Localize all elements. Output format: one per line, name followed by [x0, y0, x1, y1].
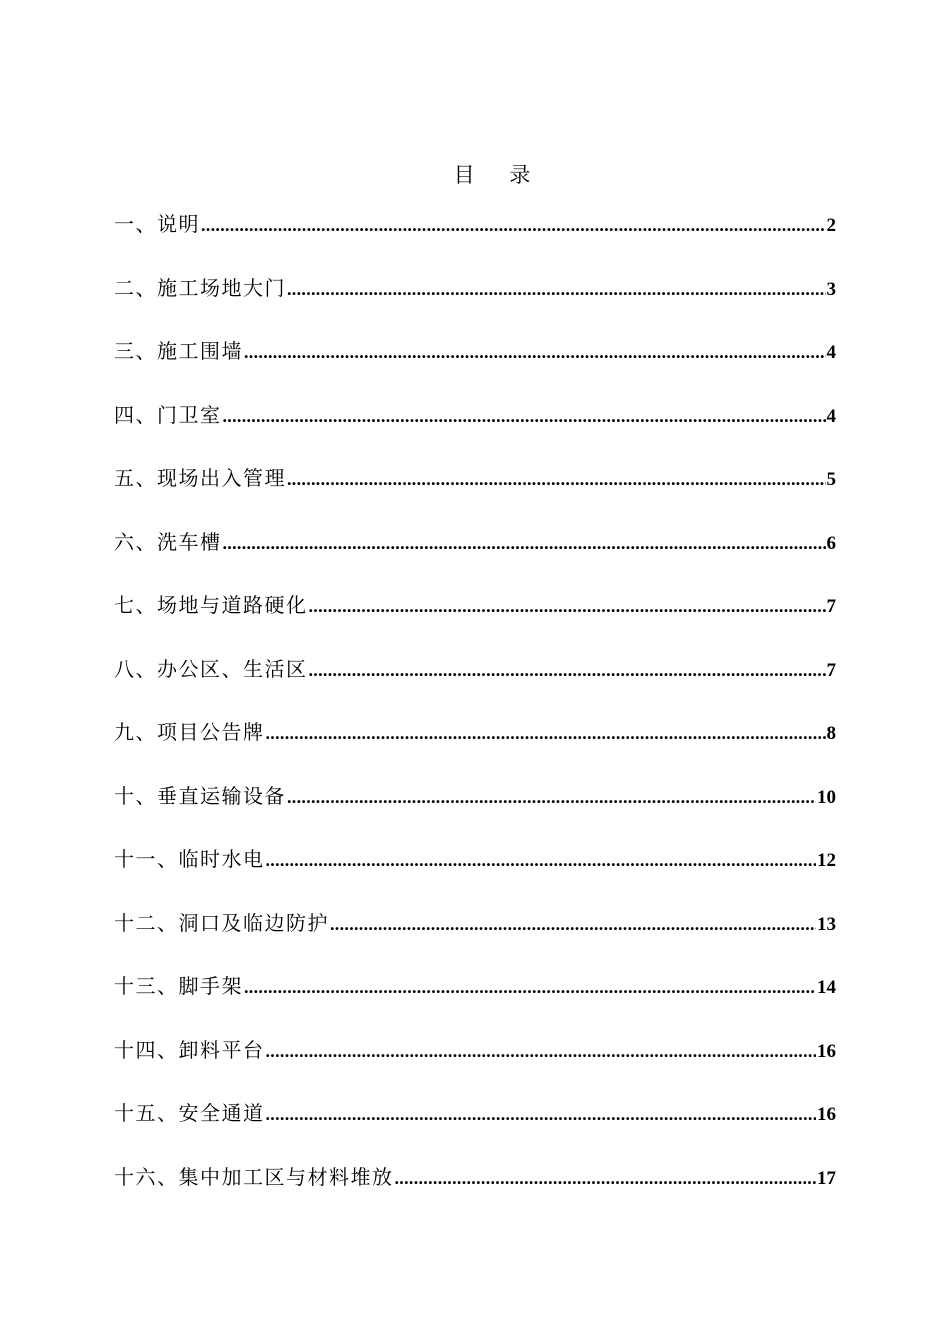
toc-entry-label: 九、项目公告牌: [114, 720, 265, 744]
toc-dot-leader: [223, 401, 826, 431]
toc-entry-label: 十、垂直运输设备: [114, 783, 286, 808]
toc-entry[interactable]: [114, 527, 836, 591]
toc-entry-page: 17: [817, 1167, 836, 1189]
toc-entry-page: 6: [826, 532, 836, 554]
toc-entry-page: 2: [826, 215, 836, 236]
toc-entry[interactable]: [114, 463, 836, 527]
toc-title: 目 录: [453, 163, 545, 187]
toc-entry-label: 十三、脚手架: [114, 974, 243, 998]
toc-entry-page: 7: [826, 596, 836, 617]
toc-entry[interactable]: [114, 1098, 836, 1162]
toc-dot-leader: [266, 845, 817, 875]
toc-entry-label: 十五、安全通道: [114, 1101, 265, 1125]
toc-entry-page: 10: [817, 786, 836, 808]
toc-entry[interactable]: [114, 1035, 836, 1099]
toc-dot-leader: [309, 591, 826, 621]
toc-entry-label: 五、现场出入管理: [114, 466, 286, 490]
toc-entry-label: 七、场地与道路硬化: [114, 593, 308, 617]
toc-entry-page: 16: [817, 1104, 836, 1125]
toc-entry-label: 十四、卸料平台: [114, 1037, 265, 1062]
toc-list: [114, 209, 836, 1225]
toc-dot-leader: [287, 464, 826, 494]
toc-entry-label: 十一、临时水电: [114, 847, 265, 871]
toc-dot-leader: [223, 528, 826, 558]
toc-entry-page: 7: [826, 659, 836, 681]
toc-entry-page: 5: [826, 469, 836, 490]
toc-entry-label: 十六、集中加工区与材料堆放: [114, 1164, 394, 1189]
toc-entry[interactable]: [114, 336, 836, 400]
toc-dot-leader: [244, 972, 816, 1002]
toc-entry-label: 四、门卫室: [114, 402, 222, 427]
toc-dot-leader: [266, 718, 826, 748]
toc-entry[interactable]: [114, 654, 836, 718]
toc-entry-label: 一、说明: [114, 212, 200, 236]
toc-entry[interactable]: [114, 908, 836, 972]
toc-entry[interactable]: [114, 717, 836, 781]
toc-entry-page: 8: [826, 723, 836, 744]
toc-entry-label: 八、办公区、生活区: [114, 656, 308, 681]
toc-entry-label: 二、施工场地大门: [114, 275, 286, 300]
toc-entry-page: 3: [826, 278, 836, 300]
toc-entry-page: 14: [817, 977, 836, 998]
toc-entry-page: 4: [826, 342, 836, 363]
toc-entry[interactable]: [114, 971, 836, 1035]
toc-entry-label: 六、洗车槽: [114, 529, 222, 554]
toc-entry[interactable]: [114, 590, 836, 654]
toc-entry[interactable]: [114, 844, 836, 908]
toc-dot-leader: [395, 1163, 817, 1193]
toc-dot-leader: [201, 210, 826, 240]
toc-entry[interactable]: [114, 781, 836, 845]
toc-dot-leader: [266, 1099, 817, 1129]
toc-entry-page: 13: [817, 913, 836, 935]
toc-dot-leader: [266, 1036, 817, 1066]
toc-entry[interactable]: [114, 273, 836, 337]
toc-dot-leader: [287, 782, 816, 812]
toc-dot-leader: [330, 909, 816, 939]
toc-entry[interactable]: [114, 209, 836, 273]
toc-entry-page: 12: [817, 850, 836, 871]
toc-dot-leader: [309, 655, 826, 685]
toc-entry[interactable]: [114, 1162, 836, 1226]
toc-entry-page: 16: [817, 1040, 836, 1062]
toc-entry-label: 十二、洞口及临边防护: [114, 910, 329, 935]
toc-entry-page: 4: [826, 405, 836, 427]
toc-dot-leader: [244, 337, 826, 367]
toc-entry-label: 三、施工围墙: [114, 339, 243, 363]
toc-dot-leader: [287, 274, 826, 304]
toc-entry[interactable]: [114, 400, 836, 464]
